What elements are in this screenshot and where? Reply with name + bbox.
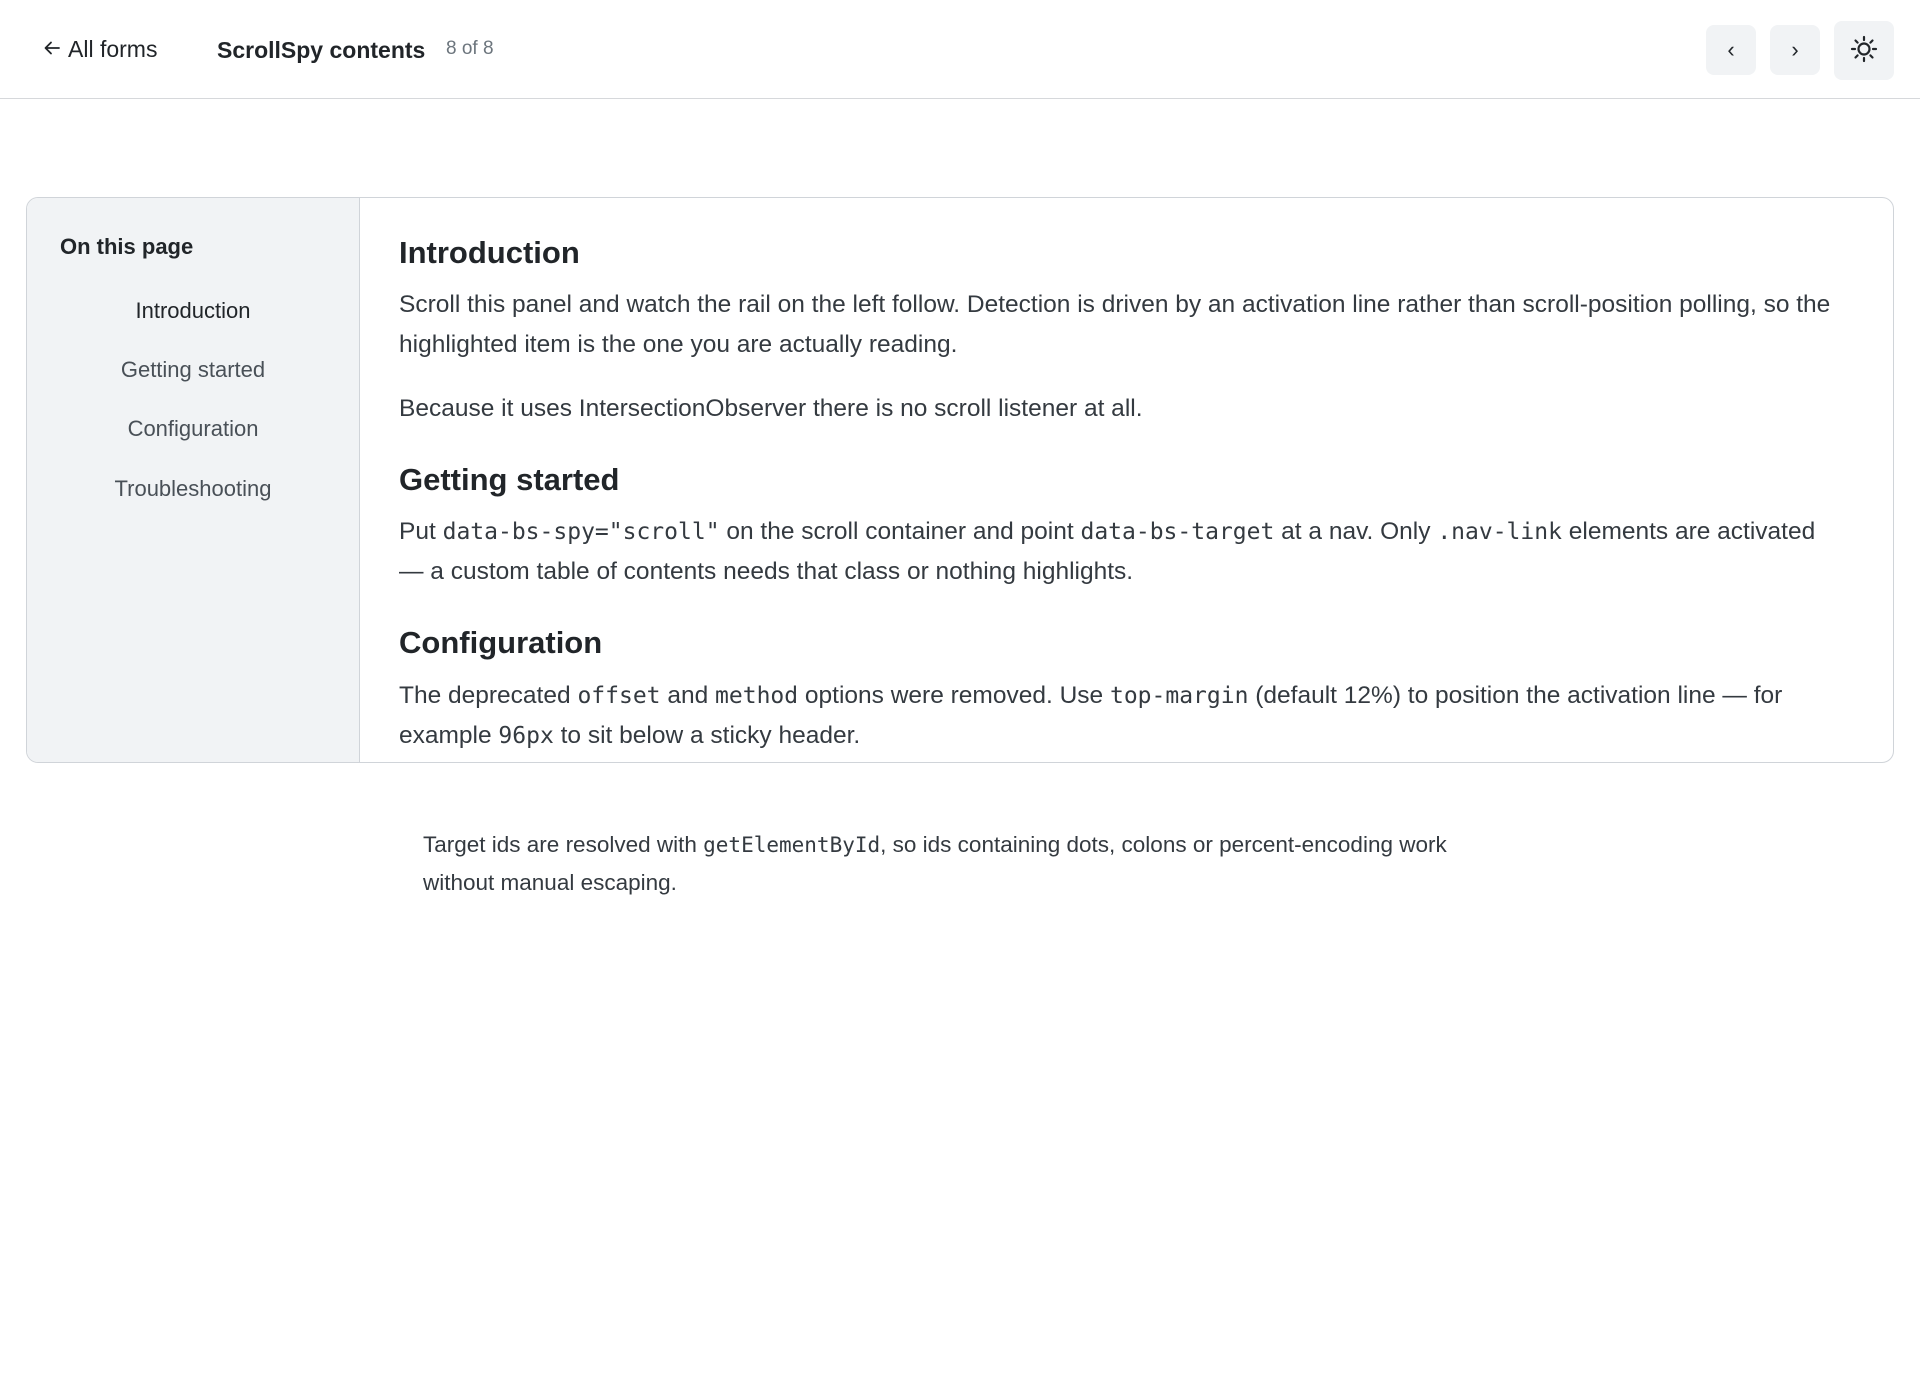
inline-code: 96px	[498, 722, 554, 749]
text-fragment: options were removed. Use	[798, 681, 1110, 709]
text-fragment: (default 12%) to position the activation line — for example	[399, 681, 1783, 749]
text-fragment: Put	[399, 518, 443, 546]
toc-link-introduction[interactable]: Introduction	[135, 298, 251, 323]
all-forms-label: All forms	[68, 36, 158, 62]
scrollspy-panel	[26, 197, 1894, 763]
toc-link-getting-started[interactable]: Getting started	[120, 357, 266, 382]
next-form-button[interactable]	[1770, 25, 1820, 75]
section-heading-getting-started: Getting started	[399, 462, 620, 498]
inline-code: getElementById	[703, 833, 881, 857]
text-fragment: at a nav. Only	[1274, 518, 1438, 546]
scroll-content[interactable]	[360, 198, 1893, 762]
toc-rail	[27, 198, 360, 762]
introduction-paragraph-1: Scroll this panel and watch the rail on the left follow. Detection is driven by an activation line rather than scroll-position polling, so the highlighted item is the one you are actually reading.	[399, 291, 1831, 359]
previous-form-button[interactable]	[1706, 25, 1756, 75]
section-heading-configuration: Configuration	[399, 625, 603, 661]
theme-toggle-button[interactable]	[1834, 21, 1894, 80]
top-bar	[0, 0, 1920, 99]
all-forms-link[interactable]	[43, 36, 157, 63]
text-fragment: to sit below a sticky header.	[553, 721, 861, 749]
inline-code: method	[715, 682, 799, 709]
arrow-left-icon	[43, 39, 61, 61]
toc-heading: On this page	[60, 234, 194, 259]
chevron-right-icon: ›	[1791, 37, 1799, 62]
text-fragment: and	[660, 681, 716, 709]
form-title: ScrollSpy contents	[217, 37, 426, 63]
footnote	[423, 826, 1503, 901]
toc-link-troubleshooting[interactable]: Troubleshooting	[114, 476, 272, 501]
configuration-paragraph	[399, 676, 1843, 756]
text-fragment: Target ids are resolved with	[423, 832, 704, 857]
inline-code: .nav-link	[1437, 519, 1562, 546]
toc-link-configuration[interactable]: Configuration	[127, 416, 259, 441]
introduction-paragraph-2: Because it uses IntersectionObserver there is no scroll listener at all.	[399, 395, 1143, 423]
section-heading-introduction: Introduction	[399, 235, 580, 270]
text-fragment: , so ids containing dots, colons or percent-encoding work without manual escaping.	[423, 832, 1447, 895]
text-fragment: elements are activated — a custom table of contents needs that class or nothing highlights.	[399, 518, 1816, 586]
inline-code: data-bs-spy="scroll"	[442, 519, 720, 546]
inline-code: offset	[577, 682, 661, 709]
inline-code: top-margin	[1109, 682, 1249, 709]
getting-started-paragraph	[399, 512, 1843, 592]
text-fragment: on the scroll container and point	[719, 518, 1081, 546]
sun-icon	[1850, 35, 1878, 66]
chevron-left-icon: ‹	[1727, 37, 1735, 62]
text-fragment: The deprecated	[399, 681, 578, 709]
inline-code: data-bs-target	[1080, 519, 1275, 546]
form-counter: 8 of 8	[446, 38, 494, 59]
